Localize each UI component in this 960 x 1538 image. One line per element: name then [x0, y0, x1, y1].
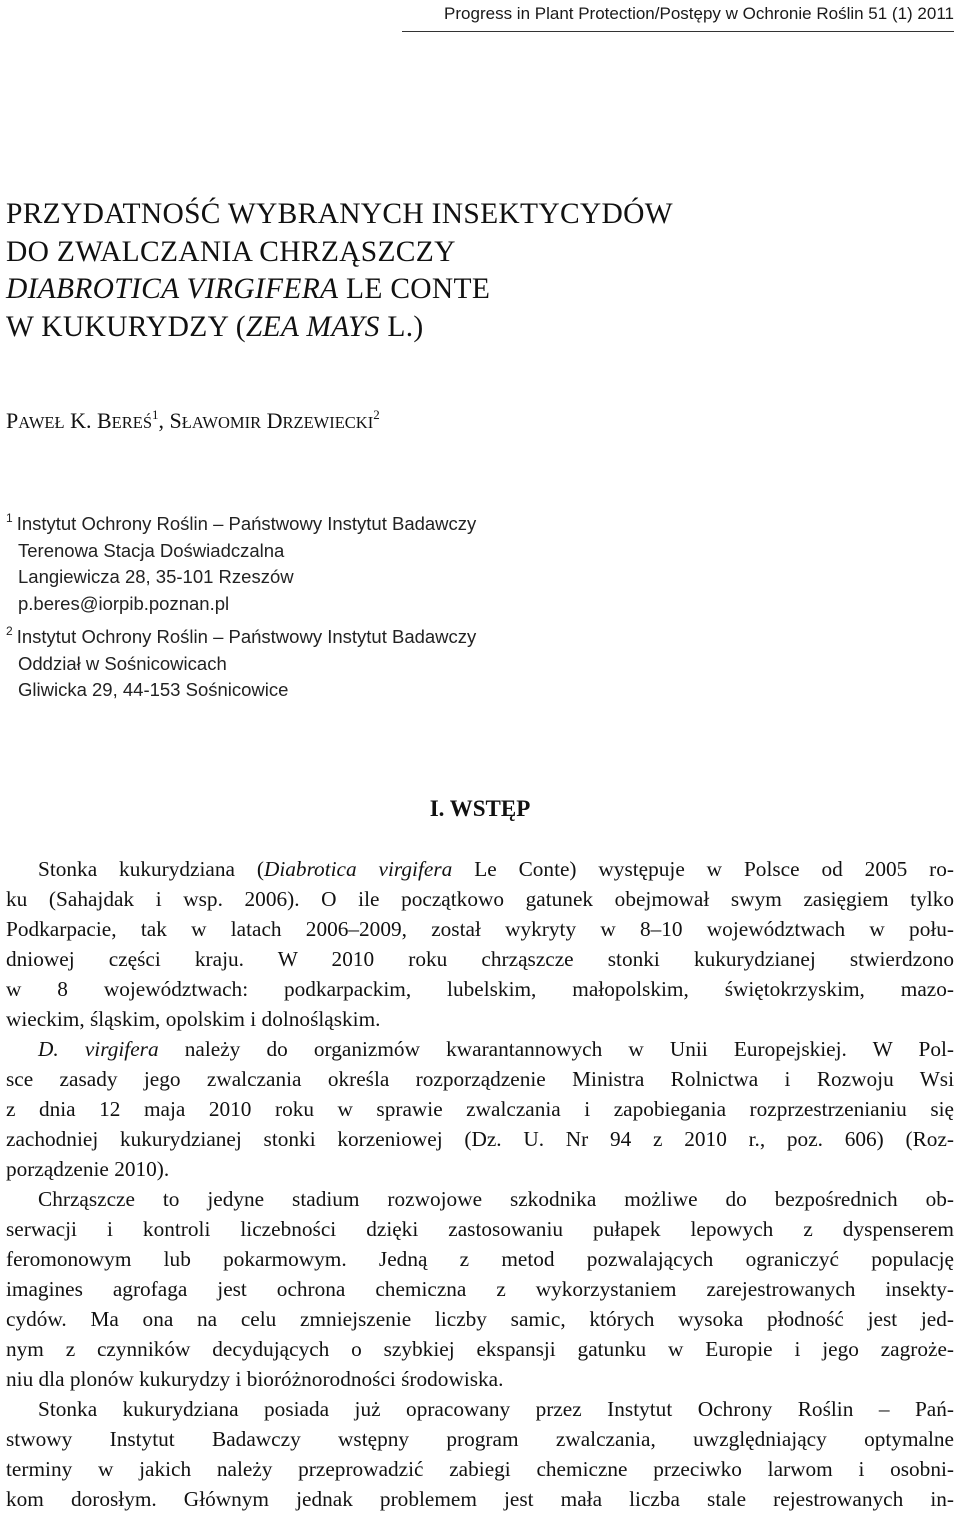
author-separator: ,: [158, 408, 170, 433]
text-line: nym z czynników decydujących o szybkiej ekspansji gatunku w Europie i jego zagroże-: [6, 1337, 954, 1361]
text-line: stwowy Instytut Badawczy wstępny program zwalczania, uwzględniający optymalne: [6, 1427, 954, 1451]
text-run: należy do organizmów kwarantannowych w Unii Europejskiej. W Pol-: [158, 1037, 954, 1061]
authors: [6, 408, 380, 434]
text-line: ku (Sahajdak i wsp. 2006). O ile początkowo gatunek obejmował swym zasięgiem tylko: [6, 887, 954, 911]
author-1-middle-initial: K.: [64, 408, 97, 433]
affiliation-1-line-1: [6, 511, 476, 538]
text-line: Chrząszcze to jedyne stadium rozwojowe szkodnika możliwe do bezpośrednich ob-: [38, 1187, 954, 1211]
title-line-1: PRZYDATNOŚĆ WYBRANYCH INSEKTYCYDÓW: [6, 198, 673, 230]
title-line-4-start: W KUKURYDZY (: [6, 310, 246, 343]
text-line: w 8 województwach: podkarpackim, lubelskim, małopolskim, świętokrzyskim, mazo-: [6, 977, 954, 1001]
affiliation-2: [6, 624, 476, 704]
paragraph-1: [6, 854, 954, 1034]
running-head: Progress in Plant Protection/Postępy w Ochronie Roślin 51 (1) 2011: [444, 4, 954, 23]
title-line-4: [6, 309, 673, 347]
paragraph-3: [6, 1184, 954, 1394]
author-1-surname-initial: B: [96, 408, 112, 433]
text-line: sce zasady jego zwalczania określa rozporządzenie Ministra Rolnictwa i Rozwoju Wsi: [6, 1067, 954, 1091]
text-line: wieckim, śląskim, opolskim i dolnośląskim.: [6, 1007, 381, 1031]
text-line: niu dla plonów kukurydzy i bioróżnorodności środowiska.: [6, 1367, 504, 1391]
author-1: [6, 408, 159, 433]
affiliation-1-line-3: Langiewicza 28, 35-101 Rzeszów: [18, 566, 294, 587]
text-line: porządzenie 2010).: [6, 1157, 170, 1181]
affiliation-1-line-2: Terenowa Stacja Doświadczalna: [18, 539, 285, 561]
author-1-initial: P: [6, 408, 19, 433]
text-line: [6, 1034, 954, 1064]
body-text: [6, 854, 954, 1514]
affiliation-1-email: p.beres@iorpib.poznan.pl: [18, 592, 230, 614]
paragraph-2: [6, 1034, 954, 1184]
section-heading: I. WSTĘP: [429, 796, 531, 821]
affiliation-2-line-1: [6, 624, 476, 651]
affiliation-1-institute: Instytut Ochrony Roślin – Państwowy Instytut Badawczy: [16, 513, 477, 534]
species-name: D. virgifera: [38, 1037, 159, 1061]
text-run: Stonka kukurydziana (: [38, 857, 264, 881]
text-run: Le Conte) występuje w Polsce od 2005 ro-: [452, 857, 954, 881]
affiliation-1: [6, 511, 476, 617]
title-line-4-end: L.): [379, 310, 424, 343]
text-line: imagines agrofaga jest ochrona chemiczna z wykorzystaniem zarejestrowanych insekty-: [6, 1277, 954, 1301]
header-rule: [402, 31, 954, 32]
text-line: dniowej części kraju. W 2010 roku chrząszcze stonki kukurydzianej stwierdzono: [6, 947, 954, 971]
text-line: feromonowym lub pokarmowym. Jedną z metod pozwalających ograniczyć populację: [6, 1247, 954, 1271]
title-line-3: [6, 271, 673, 309]
author-2-initial: S: [169, 408, 182, 433]
affiliation-2-line-3: Gliwicka 29, 44-153 Sośnicowice: [18, 679, 289, 700]
title-species-name: DIABROTICA VIRGIFERA: [6, 273, 339, 305]
article-title: [6, 196, 673, 346]
author-2-surname-initial: D: [266, 408, 283, 433]
text-line: zachodniej kukurydzianej stonki korzeniowej (Dz. U. Nr 94 z 2010 r., poz. 606) (Roz-: [6, 1127, 954, 1151]
author-1-affiliation-marker: 1: [152, 407, 159, 422]
text-line: z dnia 12 maja 2010 roku w sprawie zwalczania i zapobiegania rozprzestrzenianiu się: [6, 1097, 954, 1121]
text-line: kom dorosłym. Głównym jednak problemem jest mała liczba stale rejestrowanych in-: [6, 1487, 954, 1511]
author-2-affiliation-marker: 2: [373, 407, 380, 422]
affiliation-2-number: 2: [6, 624, 13, 638]
text-line: cydów. Ma ona na celu zmniejszenie liczby samic, których wysoka płodność jest jed-: [6, 1307, 954, 1331]
text-line: [6, 854, 954, 884]
text-line: Podkarpacie, tak w latach 2006–2009, został wykryty w 8–10 województwach w połu-: [6, 917, 954, 941]
title-line-2: DO ZWALCZANIA CHRZĄSZCZY: [6, 235, 456, 268]
paragraph-4: [6, 1394, 954, 1514]
species-name: Diabrotica virgifera: [263, 857, 453, 881]
text-line: serwacji i kontroli liczebności dzięki zastosowaniu pułapek lepowych z dyspenserem: [6, 1217, 954, 1241]
affiliation-2-line-2: Oddział w Sośnicowicach: [18, 652, 227, 674]
affiliation-2-institute: Instytut Ochrony Roślin – Państwowy Instytut Badawczy: [16, 626, 477, 647]
text-line: Stonka kukurydziana posiada już opracowany przez Instytut Ochrony Roślin – Pań-: [38, 1397, 954, 1421]
title-species-author: LE CONTE: [338, 273, 491, 305]
title-crop-name: ZEA MAYS: [245, 310, 380, 343]
author-2-surname: RZEWIECKI: [282, 413, 374, 432]
text-line: terminy w jakich należy przeprowadzić zabiegi chemiczne przeciwko larwom i osobni-: [6, 1457, 954, 1481]
author-2: [170, 408, 380, 433]
author-1-first-name: AWEŁ: [18, 413, 65, 432]
affiliation-1-number: 1: [6, 511, 13, 525]
author-2-first-name: ŁAWOMIR: [181, 413, 262, 432]
author-1-surname: EREŚ: [111, 413, 152, 432]
